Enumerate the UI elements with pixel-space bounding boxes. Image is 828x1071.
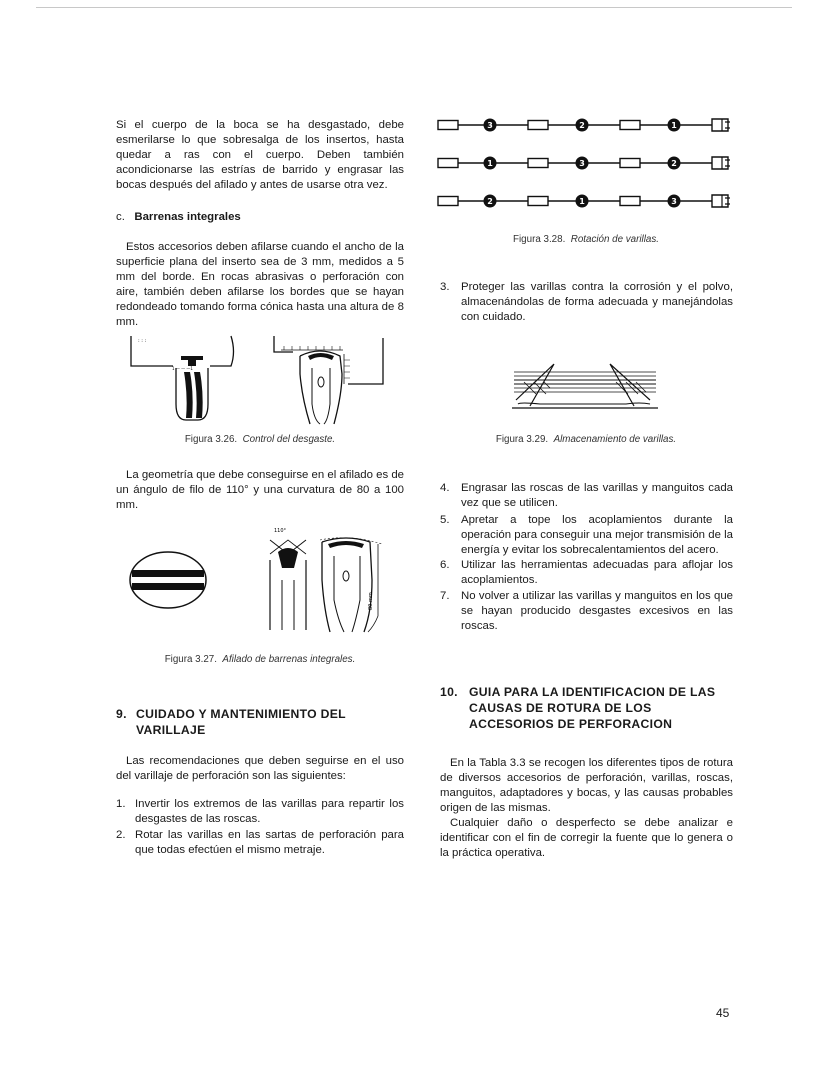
rod-segment: [620, 121, 640, 130]
coupling-number: 1: [487, 159, 493, 168]
figure-3-29-rod-storage-diagram: [510, 346, 660, 416]
section-9-heading: 9. CUIDADO Y MANTENIMIENTO DEL VARILLAJE: [116, 707, 346, 737]
section-10-heading: 10. GUIA PARA LA IDENTIFICACION DE LAS CAUSAS DE ROTURA DE LOS ACCESORIOS DE PERFORACION: [440, 685, 716, 731]
coupling-number: 2: [579, 121, 585, 130]
coupling-number: 3: [487, 121, 493, 130]
figure-3-28-rod-rotation-diagram: [438, 115, 734, 215]
svg-text:: : :: : : :: [138, 338, 147, 344]
rod-segment: [528, 121, 548, 130]
rod-segment: [438, 159, 458, 168]
bit-end: [712, 157, 728, 169]
bit-end: [712, 195, 728, 207]
curvature-label: 80 mm: [368, 592, 374, 610]
rod-segment: [620, 197, 640, 206]
figure-3-26-caption: Figura 3.26. Control del desgaste.: [184, 434, 336, 445]
list-item: 5. Apretar a tope los acoplamientos durante la operación para conseguir una mejor transmisión de la energía y evitar los sobrecalentamientos del acero.: [440, 514, 733, 556]
figure-3-26-wear-control-diagram: [128, 334, 388, 424]
coupling-number: 3: [579, 159, 585, 168]
coupling-number: 1: [579, 197, 585, 206]
list-item: 1. Invertir los extremos de las varillas para repartir los desgastes de las roscas.: [116, 798, 404, 825]
rod-segment: [438, 197, 458, 206]
subheading-title: Barrenas integrales: [134, 211, 241, 223]
page-number: 45: [716, 1006, 730, 1020]
rod-string-row: [438, 157, 730, 170]
subheading-barrenas-integrales: [116, 211, 241, 223]
figure-3-27-sharpening-diagram: [124, 520, 394, 640]
svg-text:1 — — —1: 1 — — —1: [172, 366, 193, 371]
bit-end: [712, 119, 728, 131]
rod-segment: [528, 159, 548, 168]
angle-label: 110°: [274, 528, 287, 534]
coupling-number: 2: [671, 159, 677, 168]
body-text: En la Tabla 3.3 se recogen los diferentes tipos de rotura de diversos accesorios de perforación, varillas, roscas, manguitos, adaptadores y bocas, y las causas probables origen de las mismas.: [440, 757, 733, 814]
body-text: Estos accesorios deben afilarse cuando el ancho de la superficie plana del inserto sea de 3 mm, medidos a 5 mm del borde. En rocas abrasivas o perforación con aire, también deben afilarse los bordes que se hayan redondeado tomando forma cónica hasta una altura de 8 mm.: [116, 241, 404, 328]
coupling-number: 1: [671, 121, 677, 130]
body-text: La geometría que debe conseguirse en el afilado es de un ángulo de filo de 110° y una curvatura de 80 a 100 mm.: [116, 469, 405, 511]
rod-string-row: [438, 195, 730, 208]
body-text: Las recomendaciones que deben seguirse en el uso del varillaje de perforación son las siguientes:: [116, 755, 404, 782]
list-item: 2. Rotar las varillas en las sartas de perforación para que todas efectúen el mismo metraje.: [116, 829, 404, 856]
list-item: 3. Proteger las varillas contra la corrosión y el polvo, almacenándolas de forma adecuada y manejándolas con cuidado.: [440, 281, 733, 323]
paragraph-recomendaciones: [116, 754, 404, 784]
rod-segment: [620, 159, 640, 168]
figure-3-27-caption: Figura 3.27. Afilado de barrenas integrales.: [164, 654, 356, 665]
list-item: 7. No volver a utilizar las varillas y manguitos en los que se hayan producido desgastes excesivos en las roscas.: [440, 590, 733, 632]
list-item: 4. Engrasar las roscas de las varillas y manguitos cada vez que se utilicen.: [440, 482, 733, 509]
coupling-number: 2: [487, 197, 493, 206]
top-rule: [36, 7, 792, 8]
rod-string-row: [438, 119, 730, 132]
paragraph-afilado-criterio: [116, 240, 404, 330]
paragraph-tabla: [440, 756, 733, 861]
paragraph-boca-desgastada: [116, 118, 404, 193]
figure-3-28-caption: Figura 3.28. Rotación de varillas.: [513, 234, 659, 245]
body-text: Si el cuerpo de la boca se ha desgastado, debe esmerilarse lo que sobresalga de los insertos, hasta quedar a ras con el cuerpo. Deben también acondicionarse las estrías de barrido y engrasar las bocas después del afilado y antes de usarse otra vez.: [116, 119, 404, 191]
list-item: 6. Utilizar las herramientas adecuadas para aflojar los acoplamientos.: [440, 559, 733, 586]
body-text: Cualquier daño o desperfecto se debe analizar e identificar con el fin de corregir la fuente que lo genera o la práctica operativa.: [440, 817, 733, 859]
figure-3-29-caption: Figura 3.29. Almacenamiento de varillas.: [495, 434, 677, 445]
paragraph-geometria: [116, 468, 404, 513]
rod-segment: [438, 121, 458, 130]
coupling-number: 3: [671, 197, 677, 206]
subheading-letter: c.: [116, 211, 125, 223]
rod-segment: [528, 197, 548, 206]
